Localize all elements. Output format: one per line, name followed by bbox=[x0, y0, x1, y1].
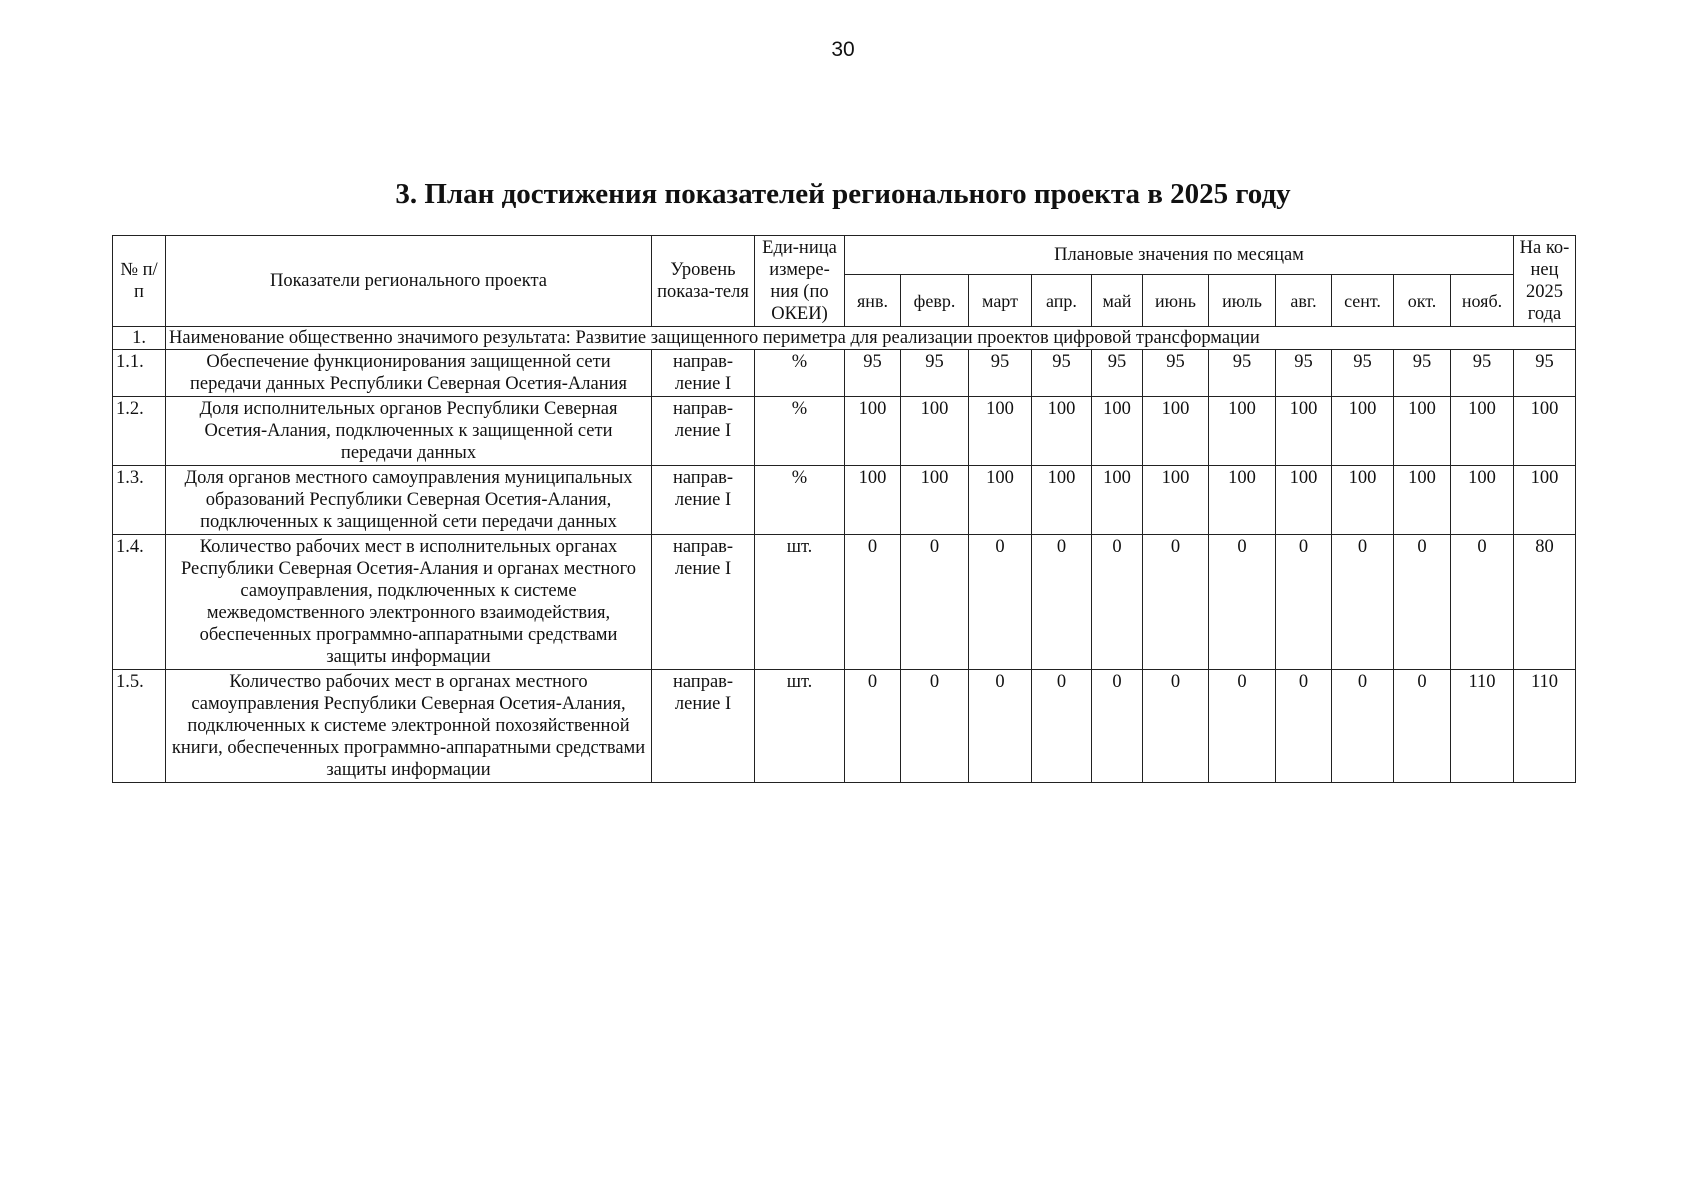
month-value: 95 bbox=[1032, 350, 1092, 397]
indicator-name: Доля исполнительных органов Республики Северная Осетия-Алания, подключенных к защищенной сети передачи данных bbox=[166, 397, 652, 466]
indicator-name: Доля органов местного самоуправления муниципальных образований Республики Северная Осетия-Алания, подключенных к защищенной сети передачи данных bbox=[166, 466, 652, 535]
month-value: 0 bbox=[1451, 535, 1514, 670]
month-value: 0 bbox=[1332, 535, 1394, 670]
month-value: 100 bbox=[1451, 397, 1514, 466]
header-num: № п/п bbox=[113, 236, 166, 327]
table-row bbox=[113, 397, 1576, 466]
month-value: 100 bbox=[1451, 466, 1514, 535]
indicator-level: направ-ление I bbox=[652, 670, 755, 783]
indicators-plan-table bbox=[112, 235, 1576, 783]
year-end-value: 100 bbox=[1514, 466, 1576, 535]
indicator-level: направ-ление I bbox=[652, 350, 755, 397]
month-value: 0 bbox=[1092, 670, 1143, 783]
document-title: 3. План достижения показателей регионального проекта в 2025 году bbox=[395, 178, 1291, 210]
header-year-end: На ко-нец 2025 года bbox=[1514, 236, 1576, 327]
table-row bbox=[113, 535, 1576, 670]
month-value: 0 bbox=[1032, 670, 1092, 783]
month-value: 95 bbox=[901, 350, 969, 397]
month-value: 0 bbox=[901, 535, 969, 670]
header-month: сент. bbox=[1332, 275, 1394, 327]
section-title: Наименование общественно значимого результата: Развитие защищенного периметра для реализации проектов цифровой трансформации bbox=[166, 327, 1576, 350]
month-value: 0 bbox=[1394, 670, 1451, 783]
table-row bbox=[113, 350, 1576, 397]
month-value: 100 bbox=[1276, 466, 1332, 535]
month-value: 0 bbox=[1092, 535, 1143, 670]
month-value: 100 bbox=[1276, 397, 1332, 466]
indicator-unit: шт. bbox=[755, 535, 845, 670]
month-value: 100 bbox=[969, 397, 1032, 466]
month-value: 0 bbox=[1143, 670, 1209, 783]
row-num: 1.1. bbox=[113, 350, 166, 397]
year-end-value: 95 bbox=[1514, 350, 1576, 397]
indicator-level: направ-ление I bbox=[652, 466, 755, 535]
month-value: 100 bbox=[1394, 397, 1451, 466]
month-value: 0 bbox=[969, 670, 1032, 783]
month-value: 95 bbox=[1276, 350, 1332, 397]
month-value: 0 bbox=[1276, 535, 1332, 670]
year-end-value: 110 bbox=[1514, 670, 1576, 783]
header-month: окт. bbox=[1394, 275, 1451, 327]
header-month: июль bbox=[1209, 275, 1276, 327]
month-value: 95 bbox=[1143, 350, 1209, 397]
month-value: 100 bbox=[1209, 397, 1276, 466]
header-indicator: Показатели регионального проекта bbox=[166, 236, 652, 327]
table-row bbox=[113, 466, 1576, 535]
indicator-unit: % bbox=[755, 397, 845, 466]
month-value: 100 bbox=[1143, 466, 1209, 535]
header-planned-values: Плановые значения по месяцам bbox=[845, 236, 1514, 275]
month-value: 100 bbox=[1032, 397, 1092, 466]
indicator-name: Количество рабочих мест в исполнительных органах Республики Северная Осетия-Алания и органах местного самоуправления, подключенных к системе межведомственного электронного взаимодействия, обеспеченных программно-аппаратными средствами защиты информации bbox=[166, 535, 652, 670]
month-value: 0 bbox=[1332, 670, 1394, 783]
indicator-unit: % bbox=[755, 350, 845, 397]
header-month: авг. bbox=[1276, 275, 1332, 327]
row-num: 1.4. bbox=[113, 535, 166, 670]
month-value: 100 bbox=[845, 397, 901, 466]
month-value: 100 bbox=[1332, 466, 1394, 535]
indicator-name: Обеспечение функционирования защищенной сети передачи данных Республики Северная Осетия-Алания bbox=[166, 350, 652, 397]
month-value: 100 bbox=[969, 466, 1032, 535]
row-num: 1.2. bbox=[113, 397, 166, 466]
month-value: 110 bbox=[1451, 670, 1514, 783]
header-month: март bbox=[969, 275, 1032, 327]
month-value: 100 bbox=[1092, 466, 1143, 535]
section-row bbox=[113, 327, 1576, 350]
row-num: 1.3. bbox=[113, 466, 166, 535]
header-unit: Еди-ница измере-ния (по ОКЕИ) bbox=[755, 236, 845, 327]
month-value: 100 bbox=[1032, 466, 1092, 535]
header-month: нояб. bbox=[1451, 275, 1514, 327]
month-value: 0 bbox=[1394, 535, 1451, 670]
header-month: февр. bbox=[901, 275, 969, 327]
header-month: май bbox=[1092, 275, 1143, 327]
page-number: 30 bbox=[831, 38, 855, 61]
month-value: 0 bbox=[969, 535, 1032, 670]
month-value: 100 bbox=[1092, 397, 1143, 466]
month-value: 100 bbox=[1209, 466, 1276, 535]
month-value: 0 bbox=[1032, 535, 1092, 670]
indicator-level: направ-ление I bbox=[652, 397, 755, 466]
year-end-value: 100 bbox=[1514, 397, 1576, 466]
month-value: 0 bbox=[1209, 535, 1276, 670]
header-month: июнь bbox=[1143, 275, 1209, 327]
header-month: апр. bbox=[1032, 275, 1092, 327]
month-value: 100 bbox=[901, 466, 969, 535]
indicator-level: направ-ление I bbox=[652, 535, 755, 670]
month-value: 0 bbox=[845, 535, 901, 670]
month-value: 0 bbox=[901, 670, 969, 783]
header-level: Уровень показа-теля bbox=[652, 236, 755, 327]
month-value: 0 bbox=[845, 670, 901, 783]
indicator-unit: шт. bbox=[755, 670, 845, 783]
month-value: 0 bbox=[1209, 670, 1276, 783]
table-row bbox=[113, 670, 1576, 783]
month-value: 95 bbox=[969, 350, 1032, 397]
row-num: 1.5. bbox=[113, 670, 166, 783]
indicator-name: Количество рабочих мест в органах местного самоуправления Республики Северная Осетия-Алания, подключенных к системе электронной похозяйственной книги, обеспеченных программно-аппаратными средствами защиты информации bbox=[166, 670, 652, 783]
month-value: 100 bbox=[845, 466, 901, 535]
month-value: 95 bbox=[1209, 350, 1276, 397]
section-num: 1. bbox=[113, 327, 166, 350]
month-value: 95 bbox=[1092, 350, 1143, 397]
month-value: 0 bbox=[1276, 670, 1332, 783]
year-end-value: 80 bbox=[1514, 535, 1576, 670]
month-value: 95 bbox=[1451, 350, 1514, 397]
month-value: 100 bbox=[1394, 466, 1451, 535]
month-value: 95 bbox=[1332, 350, 1394, 397]
month-value: 100 bbox=[901, 397, 969, 466]
header-month: янв. bbox=[845, 275, 901, 327]
indicator-unit: % bbox=[755, 466, 845, 535]
month-value: 0 bbox=[1143, 535, 1209, 670]
month-value: 100 bbox=[1332, 397, 1394, 466]
month-value: 95 bbox=[845, 350, 901, 397]
month-value: 100 bbox=[1143, 397, 1209, 466]
month-value: 95 bbox=[1394, 350, 1451, 397]
